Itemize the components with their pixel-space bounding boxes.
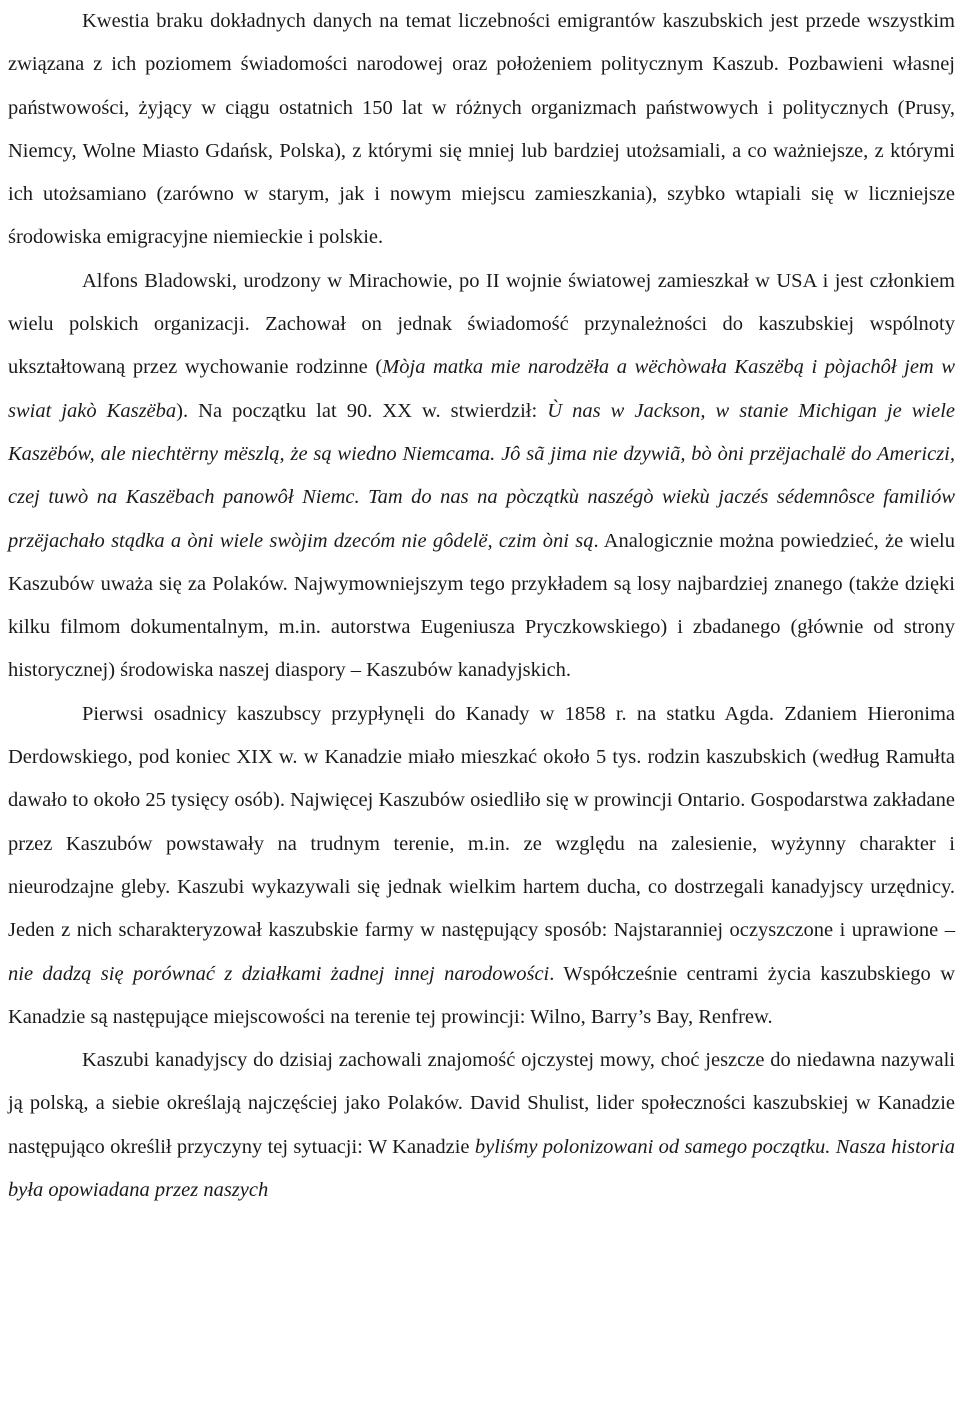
paragraph-2 [8, 260, 955, 693]
paragraph-2-text-c: . Analogicznie można powiedzieć, że wielu Kaszubów uważa się za Polaków. Najwymowniejszym tego przykładem są losy najbardziej znanego (także dzięki kilku filmom dokumentalnym, m.in. autorstwa Eugeniusza Pryczkowskiego) i zbadanego (głównie od strony historycznej) środowiska naszej diaspory – Kaszubów kanadyjskich. [8, 529, 955, 682]
paragraph-1 [8, 0, 955, 260]
paragraph-3 [8, 693, 955, 1039]
paragraph-4-text: Kaszubi kanadyjscy do dzisiaj zachowali znajomość ojczystej mowy, choć jeszcze do niedawna nazywali ją polską, a siebie określają najczęściej jako Polaków. David Shulist, lider społeczności kaszubskiej w Kanadzie następująco określił przyczyny tej sytuacji: W Kanadzie [8, 1049, 955, 1158]
paragraph-2-quote-b: Ù nas w Jackson, w stanie Michigan je wiele Kaszëbów, ale niechtërny mëszlą, że są wiedno Niemcama. Jô sã jima nie dzywiã, bò òni przëjachalë do Americzi, czej tuwò na Kaszëbach panowôł Niemc. Tam do nas na pòczątkù naszégò wiekù jaczés sédemnôsce familiów przëjachało stądka a òni wiele swòjim dzecóm nie gôdelë, czim òni są [8, 399, 955, 552]
paragraph-3-text-b: . Współcześnie centrami życia kaszubskiego w Kanadzie są następujące miejscowości na terenie tej prowincji: Wilno, Barry’s Bay, Renfrew. [8, 962, 955, 1028]
paragraph-3-text-a: Pierwsi osadnicy kaszubscy przypłynęli do Kanady w 1858 r. na statku Agda. Zdaniem Hieronima Derdowskiego, pod koniec XIX w. w Kanadzie miało mieszkać około 5 tys. rodzin kaszubskich (według Ramułta dawało to około 25 tysięcy osób). Najwięcej Kaszubów osiedliło się w prowincji Ontario. Gospodarstwa zakładane przez Kaszubów powstawały na trudnym terenie, m.in. ze względu na zalesienie, wyżynny charakter i nieurodzajne gleby. Kaszubi wykazywali się jednak wielkim hartem ducha, co dostrzegali kanadyjscy urzędnicy. Jeden z nich scharakteryzował kaszubskie farmy w następujący sposób: Najstaranniej oczyszczone i uprawione – [8, 702, 955, 942]
paragraph-2-text-a: Alfons Bladowski, urodzony w Mirachowie, po II wojnie światowej zamieszkał w USA i jest członkiem wielu polskich organizacji. Zachował on jednak świadomość przynależności do kaszubskiej wspólnoty ukształtowaną przez wychowanie rodzinne ( [8, 269, 955, 379]
paragraph-2-text-b: ). Na początku lat 90. XX w. stwierdził: [176, 399, 548, 422]
paragraph-2-quote-a: Mòja matka mie narodzëła a wëchòwała Kaszëbą i pòjachôł jem w swiat jakò Kaszëba [8, 356, 955, 422]
paragraph-4 [8, 1039, 955, 1212]
paragraph-1-text: Kwestia braku dokładnych danych na temat liczebności emigrantów kaszubskich jest przede wszystkim związana z ich poziomem świadomości narodowej oraz położeniem politycznym Kaszub. Pozbawieni własnej państwowości, żyjący w ciągu ostatnich 150 lat w różnych organizmach państwowych i politycznych (Prusy, Niemcy, Wolne Miasto Gdańsk, Polska), z którymi się mniej lub bardziej utożsamiali, a co ważniejsze, z którymi ich utożsamiano (zarówno w starym, jak i nowym miejscu zamieszkania), szybko wtapiali się w liczniejsze środowiska emigracyjne niemieckie i polskie. [8, 10, 955, 249]
paragraph-3-quote: nie dadzą się porównać z działkami żadnej innej narodowości [8, 962, 550, 985]
paragraph-4-quote: byliśmy polonizowani od samego początku. Nasza historia była opowiadana przez naszych [8, 1135, 955, 1202]
